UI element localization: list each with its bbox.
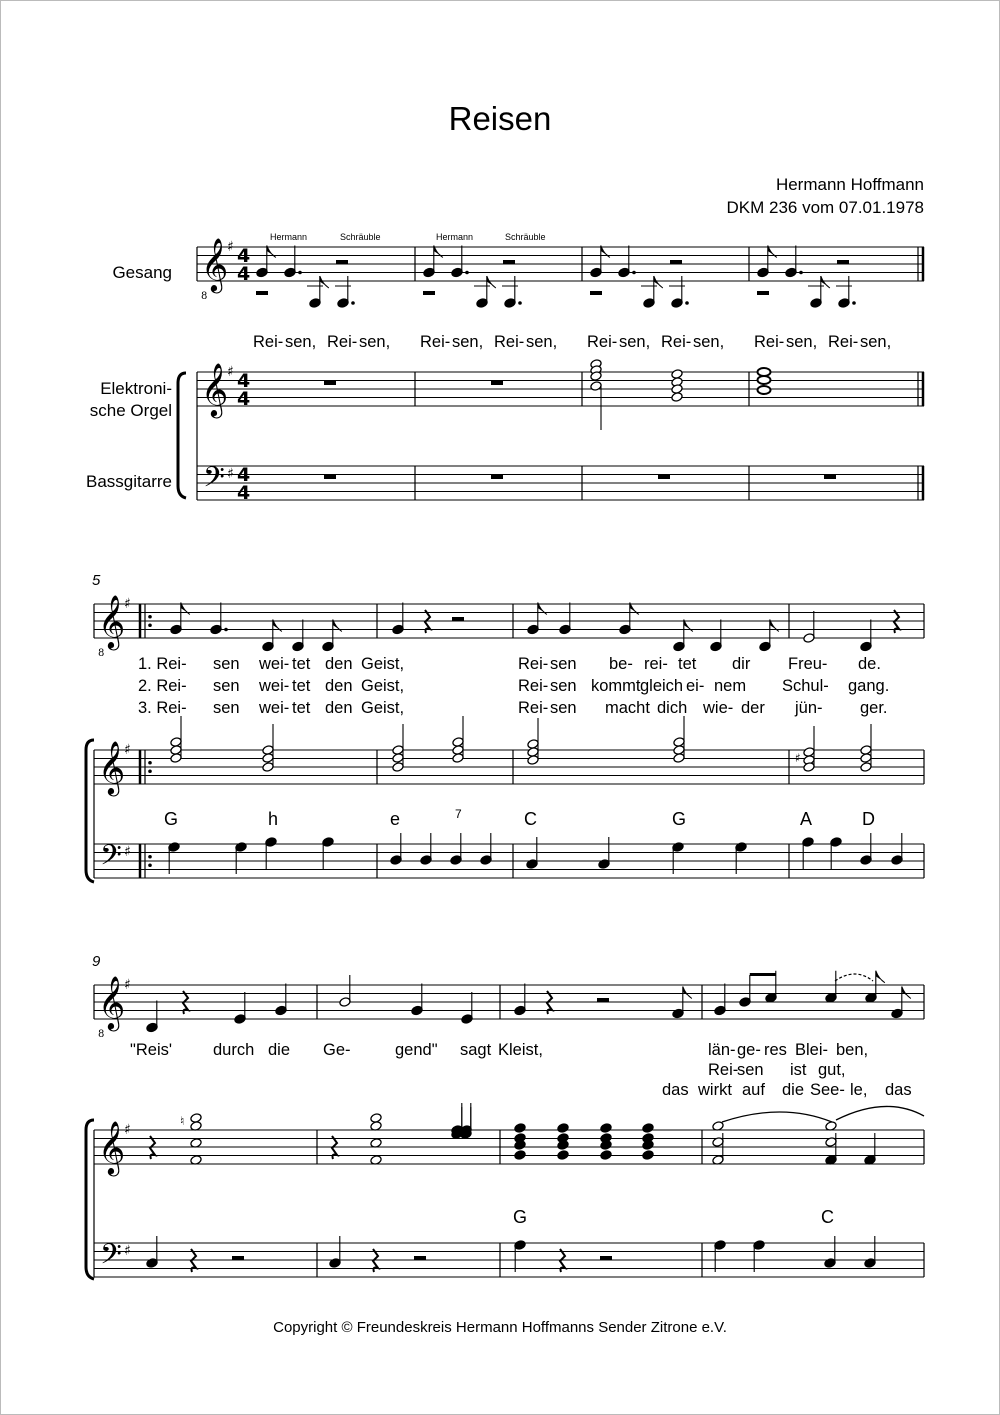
lyric-syllable: "Reis' [130,1041,173,1059]
half-rest [336,260,348,264]
lyric-syllable: Rei- [420,333,451,351]
lyric-syllable: macht [605,699,650,717]
lyric-syllable: ist [790,1061,807,1079]
lyric-syllable: sen [550,677,577,695]
lyric-syllable: sen, [452,333,484,351]
lyric-syllable: die [268,1041,291,1059]
note-dot [224,628,228,632]
notehead [262,753,274,764]
lyric-syllable: sen [213,699,240,717]
treble-clef-icon: 𝄞 [98,1120,126,1174]
note-dot [465,271,469,275]
whole-rest [824,475,836,480]
treble-clef-icon: 𝄞 [98,975,126,1029]
composer-name: Hermann Hoffmann [775,175,924,194]
bass-clef-icon: 𝄢 [203,461,225,501]
notehead [600,1123,612,1134]
repeat-dot [148,761,152,765]
lyric-syllable: dich [657,699,688,717]
lyric-syllable: Rei- [708,1061,739,1079]
octave-marker: 8 [201,291,208,302]
treble-clef-icon: 𝄞 [201,362,229,416]
lyric-syllable: sen, [359,333,391,351]
notehead [860,753,872,764]
chord-symbol: G [672,809,687,829]
lyric-syllable: Geist, [361,677,405,695]
chord-symbol: h [268,809,279,829]
half-rest [414,1256,426,1260]
note-flag [683,987,692,999]
lyric-syllable: Rei- [327,333,358,351]
time-signature: 4 [237,245,251,267]
lyric-syllable: Kleist, [498,1041,543,1059]
lyric-syllable: wirkt [698,1081,732,1099]
lyric-syllable: sen, [619,333,651,351]
lyric-syllable: de. [858,655,881,673]
notehead [392,762,404,773]
song-title: Reisen [448,100,552,137]
whole-rest [491,381,503,386]
half-rest [590,291,602,295]
repeat-dot [148,863,152,867]
lyric-syllable: das [885,1081,912,1099]
key-signature-sharp-icon: ♯ [124,1122,131,1138]
natural-accidental-icon: ♮ [180,1114,185,1128]
half-rest [670,260,682,264]
whole-rest [324,475,336,480]
octave-marker: 8 [98,1029,105,1040]
half-rest [256,291,268,295]
repeat-dot [148,855,152,859]
lyric-syllable: den [325,655,353,673]
lyric-syllable: le, [850,1081,868,1099]
note-beam [750,973,776,976]
lyric-syllable: be- [609,655,633,673]
lyric-syllable: die [782,1081,805,1099]
note-flag [902,987,911,999]
lyric-syllable: ger. [860,699,888,717]
lyric-syllable: ei- [686,677,705,695]
lyric-syllable: sagt [460,1041,492,1059]
lyric-syllable: Rei- [253,333,284,351]
lyric-syllable: gut, [818,1061,846,1079]
measure-number: 5 [92,572,101,589]
organ-label-line2: sche Orgel [89,401,172,420]
key-signature-sharp-icon: ♯ [227,466,234,482]
lyric-syllable: wei- [259,655,290,673]
chord-symbol: A [800,809,813,829]
lyric-syllable: 2. Rei- [138,677,187,695]
sharp-accidental-icon: ♯ [795,751,801,765]
lyric-syllable: nem [714,677,747,695]
whole-rest [324,381,336,386]
chord-symbol: G [164,809,179,829]
note-dot [685,301,689,305]
treble-clef-icon: 𝄞 [98,740,126,794]
system-brace [86,740,94,882]
notehead [600,1150,612,1161]
key-signature-sharp-icon: ♯ [124,844,131,860]
half-rest [757,291,769,295]
chord-symbol: e [390,809,401,829]
speaker-label: Schräuble [505,232,546,242]
notehead [514,1150,526,1161]
lyric-syllable: dir [732,655,751,673]
whole-note [758,368,771,376]
notehead [557,1123,569,1134]
notehead [673,753,685,764]
lyric-syllable: Geist, [361,699,405,717]
lyric-syllable: sen [737,1061,764,1079]
lyric-syllable: sen [213,655,240,673]
repeat-dot [148,769,152,773]
whole-rest [658,475,670,480]
key-signature-sharp-icon: ♯ [124,742,131,758]
lyric-syllable: res [764,1041,787,1059]
time-signature: 4 [237,388,251,410]
lyric-syllable: sen, [860,333,892,351]
lyric-syllable: Rei- [661,333,692,351]
lyric-syllable: wei- [259,699,290,717]
time-signature: 4 [237,464,251,486]
lyric-syllable: Freu- [788,655,828,673]
organ-label-line1: Elektroni- [100,379,172,398]
lyric-syllable: Schul- [782,677,829,695]
key-signature-sharp-icon: ♯ [227,239,234,255]
lyric-syllable: gend" [395,1041,438,1059]
note-dot [518,301,522,305]
lyric-syllable: tet [292,699,311,717]
note-dot [351,301,355,305]
treble-clef-icon: 𝄞 [201,237,229,291]
half-rest [600,1256,612,1260]
whole-note [758,376,771,384]
whole-rest [491,475,503,480]
lyric-syllable: Rei- [754,333,785,351]
system-brace [178,373,186,498]
bass-clef-icon: 𝄢 [100,839,122,879]
notehead [527,755,539,766]
key-signature-sharp-icon: ♯ [124,1243,131,1259]
lyric-syllable: den [325,699,353,717]
lyric-syllable: Geist, [361,655,405,673]
speaker-label: Hermann [436,232,474,242]
half-rest [232,1256,244,1260]
lyric-syllable: Ge- [323,1041,351,1059]
lyric-syllable: See- [810,1081,845,1099]
instrument-label-bass: Bassgitarre [86,472,172,491]
note-dot [799,271,803,275]
lyric-syllable: Rei- [518,699,549,717]
chord-superscript: 7 [455,807,462,821]
notehead [170,753,182,764]
chord-symbol: D [862,809,875,829]
repeat-dot [148,623,152,627]
lyric-syllable: den [325,677,353,695]
notehead [392,753,404,764]
time-signature: 4 [237,263,251,285]
lyric-syllable: sen [550,699,577,717]
note-dot [298,271,302,275]
treble-clef-icon: 𝄞 [98,594,126,648]
lyric-syllable: wei- [259,677,290,695]
instrument-label-vocal: Gesang [112,263,172,282]
bass-clef-icon: 𝄢 [100,1238,122,1278]
time-signature: 4 [237,370,251,392]
lyric-syllable: tet [292,655,311,673]
key-signature-sharp-icon: ♯ [227,364,234,380]
notehead [452,753,464,764]
note-dot [852,301,856,305]
lyric-syllable: wie- [703,699,734,717]
lyric-syllable: Rei- [587,333,618,351]
lyric-syllable: sen, [786,333,818,351]
tie [836,1106,924,1120]
notehead [262,762,274,773]
chord-symbol: C [821,1207,834,1227]
note-dot [632,271,636,275]
notehead [642,1150,654,1161]
octave-marker: 8 [98,648,105,659]
notehead [642,1123,654,1134]
lyric-syllable: Rei- [828,333,859,351]
time-signature: 4 [237,482,251,504]
lyric-syllable: sen [550,655,577,673]
half-rest [452,617,464,621]
lyric-syllable: län- [708,1041,736,1059]
copyright-notice: Copyright © Freundeskreis Hermann Hoffmanns Sender Zitrone e.V. [273,1319,727,1336]
lyric-syllable: das [662,1081,689,1099]
lyric-syllable: Blei- [795,1041,829,1059]
lyric-syllable: rei- [644,655,668,673]
lyric-syllable: 3. Rei- [138,699,187,717]
lyric-syllable: tet [292,677,311,695]
notehead [514,1123,526,1134]
half-rest [597,998,609,1002]
half-rest [837,260,849,264]
chord-symbol: G [513,1207,528,1227]
lyric-syllable: gang. [848,677,890,695]
lyric-syllable: Rei- [494,333,525,351]
key-signature-sharp-icon: ♯ [124,596,131,612]
lyric-syllable: kommt [591,677,641,695]
system-brace [86,1120,94,1279]
repeat-dot [148,615,152,619]
lyric-syllable: sen, [693,333,725,351]
chord-symbol: C [524,809,537,829]
notehead [860,762,872,773]
whole-note [758,386,771,394]
lyric-syllable: auf [742,1081,765,1099]
lyric-syllable: Rei- [518,677,549,695]
lyric-syllable: jün- [795,699,823,717]
lyric-syllable: sen, [526,333,558,351]
lyric-syllable: 1. Rei- [138,655,187,673]
half-rest [423,291,435,295]
notehead [671,392,683,403]
lyric-syllable: gleich [640,677,684,695]
lyric-syllable: sen [213,677,240,695]
lyric-syllable: ben, [836,1041,869,1059]
speaker-label: Hermann [270,232,308,242]
tie [722,1112,832,1122]
speaker-label: Schräuble [340,232,381,242]
measure-number: 9 [92,953,101,970]
lyric-syllable: Rei- [518,655,549,673]
lyric-syllable: durch [213,1041,255,1059]
composer-source: DKM 236 vom 07.01.1978 [726,198,924,217]
lyric-syllable: sen, [285,333,317,351]
key-signature-sharp-icon: ♯ [124,977,131,993]
notehead [557,1150,569,1161]
notehead [590,381,602,392]
lyric-syllable: ge- [737,1041,761,1059]
lyric-syllable: der [741,699,765,717]
note-flag [876,971,885,983]
half-rest [503,260,515,264]
lyric-syllable: tet [678,655,697,673]
dashed-tie [835,974,873,981]
